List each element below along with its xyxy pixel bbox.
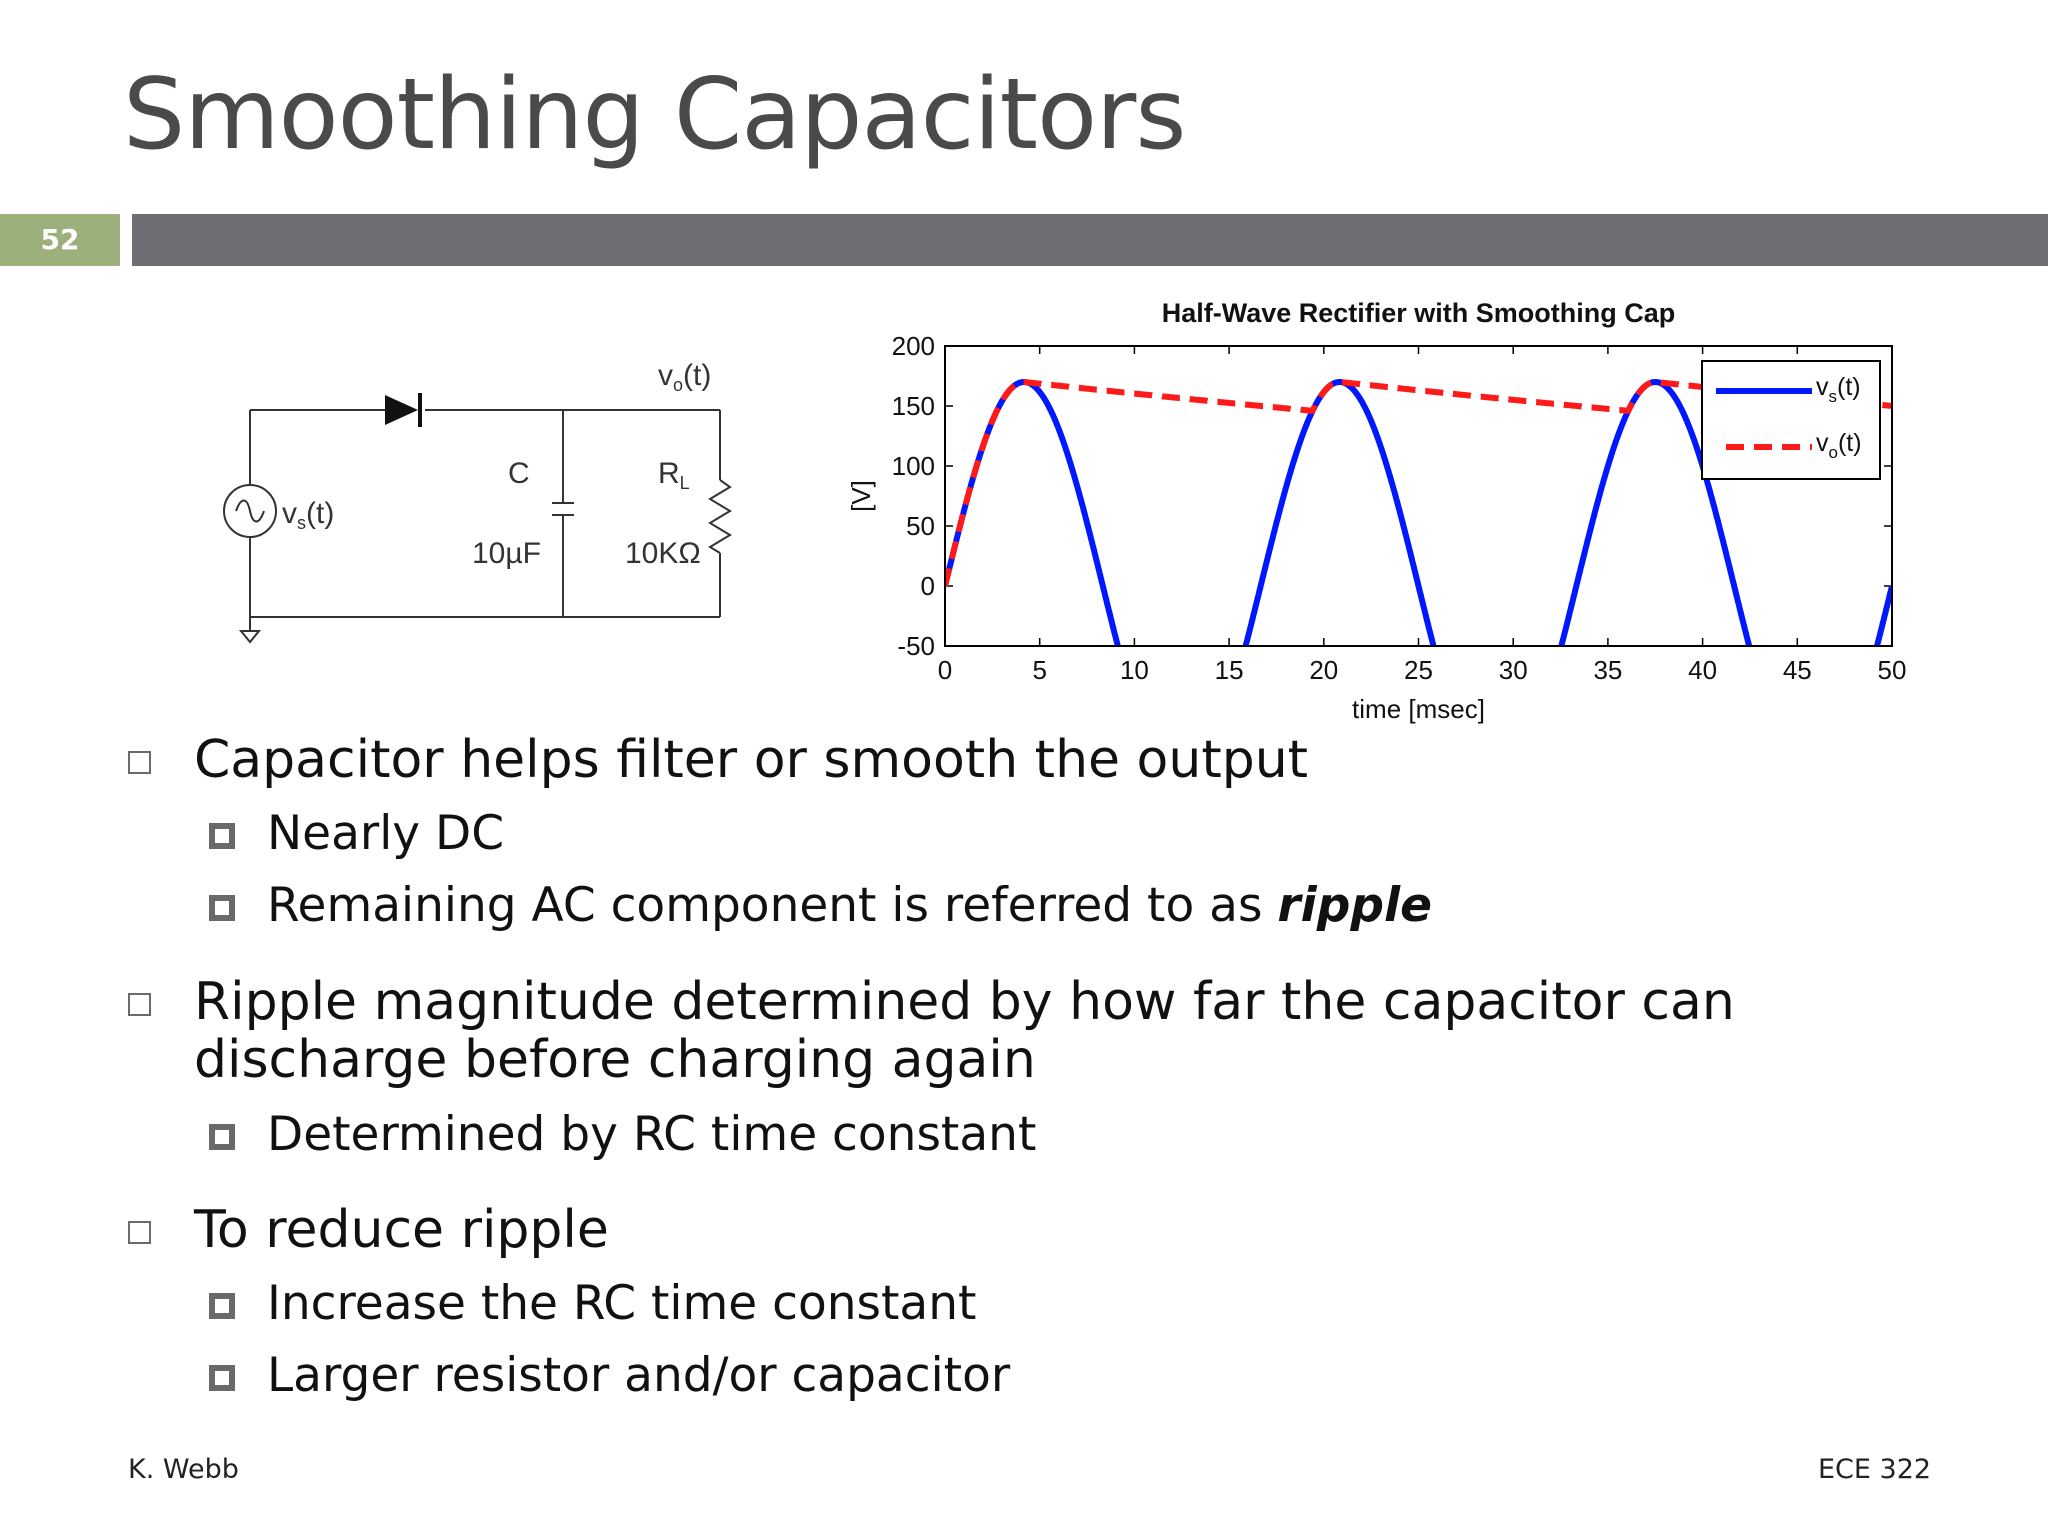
bullet-marker-level1 (128, 1221, 151, 1244)
x-tick-label: 10 (1119, 655, 1149, 685)
bullet-marker-level2 (209, 895, 235, 921)
y-tick-label: 200 (891, 331, 935, 361)
x-axis-label: time [msec] (1352, 694, 1485, 724)
legend-vs-label: $v_s(t)$ (1816, 373, 1861, 406)
ripple-emphasis: ripple (1277, 878, 1432, 933)
chart-title: Half-Wave Rectifier with Smoothing Cap (1161, 298, 1676, 328)
legend-vo-label: $v_o(t)$ (1816, 429, 1862, 462)
output-voltage-label: $v_o(t)$ (658, 359, 712, 395)
rectifier-circuit-diagram (210, 355, 750, 665)
bullet-marker-level2 (209, 1124, 235, 1150)
ripple-definition-text: Remaining AC component is referred to as (267, 878, 1278, 933)
x-tick-label: 40 (1688, 655, 1718, 685)
source-label: $v_s(t)$ (282, 497, 335, 533)
capacitor-name: C (508, 457, 530, 490)
capacitor-value: 10µF (472, 537, 541, 570)
ground-symbol (241, 631, 259, 642)
bullet-ripple-definition (267, 878, 1432, 934)
resistor-value: 10KΩ (625, 537, 701, 570)
x-tick-label: 45 (1782, 655, 1812, 685)
bullet-nearly-dc: Nearly DC (267, 806, 505, 861)
bullet-rc-time-constant: Determined by RC time constant (267, 1107, 1037, 1162)
bullet-marker-level2 (209, 1365, 235, 1391)
ac-source-sine (236, 501, 264, 522)
y-axis-label: [V] (846, 480, 876, 512)
x-tick-label: 50 (1877, 655, 1907, 685)
x-tick-label: 15 (1214, 655, 1244, 685)
bullet-increase-rc: Increase the RC time constant (267, 1276, 977, 1331)
bullet-ripple-magnitude-line1: Ripple magnitude determined by how far the capacitor can (194, 972, 1735, 1032)
bullet-ripple-magnitude-line2: discharge before charging again (194, 1030, 1036, 1090)
footer-author: K. Webb (128, 1454, 239, 1485)
x-tick-label: 25 (1404, 655, 1433, 685)
x-tick-label: 5 (1032, 655, 1047, 685)
bullet-marker-level2 (209, 823, 235, 849)
slide-title: Smoothing Capacitors (123, 58, 1186, 172)
bullet-marker-level1 (128, 751, 151, 774)
resistor-name: $R_L$ (658, 457, 690, 493)
bullet-reduce-ripple: To reduce ripple (194, 1200, 609, 1260)
y-tick-label: 0 (920, 571, 935, 601)
y-tick-label: 150 (891, 391, 935, 421)
x-tick-label: 0 (937, 655, 953, 685)
footer-course: ECE 322 (1818, 1454, 1932, 1485)
diode-triangle (385, 395, 418, 425)
y-tick-label: 50 (906, 511, 935, 541)
y-tick-label: 100 (891, 451, 935, 481)
title-underline-bar (132, 214, 2048, 266)
bullet-marker-level1 (128, 993, 151, 1016)
bullet-marker-level2 (209, 1293, 235, 1319)
bullet-larger-rc: Larger resistor and/or capacitor (267, 1348, 1011, 1403)
x-tick-label: 30 (1498, 655, 1528, 685)
bullet-filter-output: Capacitor helps filter or smooth the output (194, 730, 1309, 790)
resistor-zigzag (710, 480, 730, 553)
x-tick-label: 20 (1309, 655, 1339, 685)
y-tick-label: -50 (897, 631, 935, 661)
slide-number: 52 (0, 214, 120, 266)
rectifier-waveform-chart (830, 286, 1910, 726)
x-tick-label: 35 (1593, 655, 1623, 685)
